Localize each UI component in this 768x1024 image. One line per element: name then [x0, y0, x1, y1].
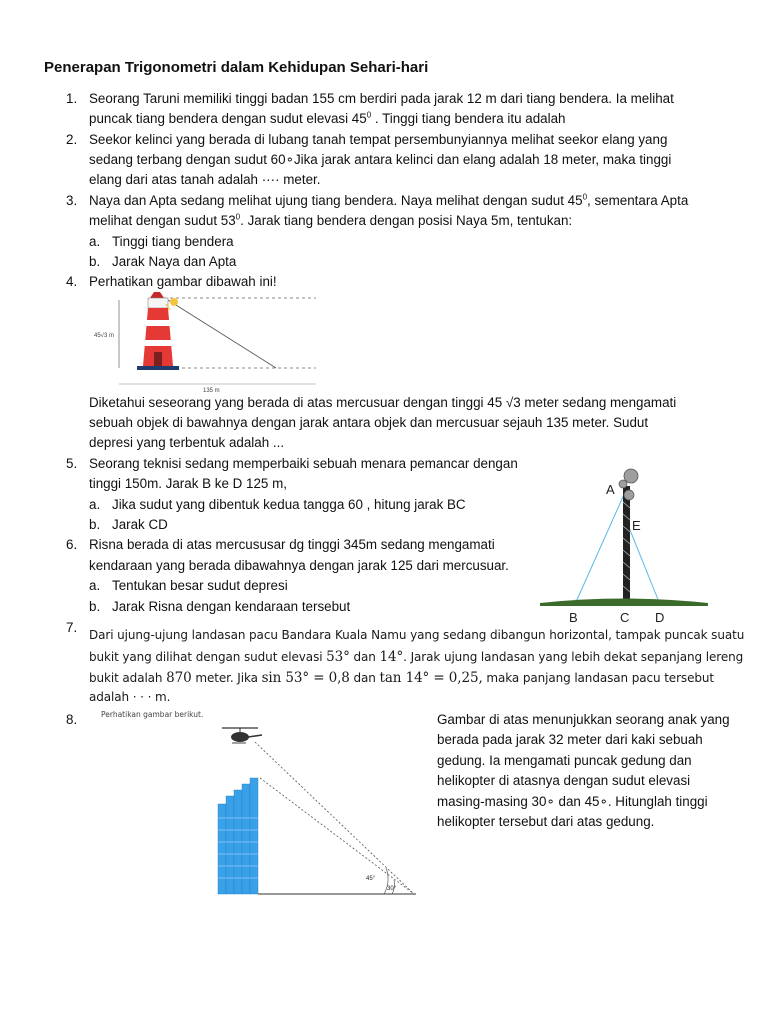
tower-label-d: D: [655, 610, 665, 625]
q5-b-text: Jarak CD: [112, 517, 168, 532]
q6-line2: kendaraan yang berada dibawahnya dengan jarak 125 dari mercusuar.: [89, 558, 509, 573]
q8-angle-30: 30°: [387, 886, 397, 892]
lighthouse-figure: [90, 290, 320, 395]
tower-label-b: B: [569, 610, 578, 625]
q8-number: 8.: [66, 712, 78, 727]
q3-b-label: b.: [89, 254, 101, 269]
q6-b-text: Jarak Risna dengan kendaraan tersebut: [112, 599, 351, 614]
q8-caption: Perhatikan gambar berikut.: [101, 710, 204, 719]
q4-line1: Perhatikan gambar dibawah ini!: [89, 274, 277, 289]
q8-text1: Gambar di atas menunjukkan seorang anak yang: [437, 712, 730, 727]
q7-number: 7.: [66, 620, 78, 635]
q5-a-label: a.: [89, 497, 101, 512]
q7-line2: bukit yang dilihat dengan sudut elevasi 53° dan 14°. Jarak ujung landasan yang lebih dekat sepanjang lereng: [89, 649, 744, 665]
q7-line4: adalah · · · m.: [89, 690, 171, 704]
tower-label-c: C: [620, 610, 630, 625]
q6-a-label: a.: [89, 578, 101, 593]
q5-a-text: Jika sudut yang dibentuk kedua tangga 60 , hitung jarak BC: [112, 497, 466, 512]
q5-line2: tinggi 150m. Jarak B ke D 125 m,: [89, 476, 287, 491]
q2-line3: elang dari atas tanah adalah ···· meter.: [89, 172, 321, 187]
q4-desc2: sebuah objek di bawahnya dengan jarak antara objek dan mercusuar sejauh 135 meter. Sudut: [89, 415, 649, 430]
q4-number: 4.: [66, 274, 78, 289]
tower-label-e: E: [632, 518, 641, 533]
q8-text5: masing-masing 30∘ dan 45∘. Hitunglah tinggi: [437, 794, 708, 809]
q5-number: 5.: [66, 456, 78, 471]
q1-line1: Seorang Taruni memiliki tinggi badan 155 cm berdiri pada jarak 12 m dari tiang bendera. Ia melihat: [89, 91, 674, 106]
q3-b-text: Jarak Naya dan Apta: [112, 254, 237, 269]
q3-a-label: a.: [89, 234, 101, 249]
q6-a-text: Tentukan besar sudut depresi: [112, 578, 288, 593]
q3-line1: Naya dan Apta sedang melihat ujung tiang bendera. Naya melihat dengan sudut $45^0$, sementara Apta: [89, 192, 689, 208]
q7-line3: bukit adalah 870 meter. Jika sin 53° = 0,8 dan tan 14° = 0,25, maka panjang landasan pacu tersebut: [89, 670, 714, 686]
tower-figure: [536, 462, 712, 626]
q3-number: 3.: [66, 193, 78, 208]
q7-line1: Dari ujung-ujung landasan pacu Bandara Kuala Namu yang sedang dibangun horizontal, tampak puncak suatu: [89, 628, 745, 642]
q8-text4: helikopter di atasnya dengan sudut elevasi: [437, 773, 691, 788]
helicopter-figure: [210, 718, 420, 898]
q8-angle-45: 45°: [366, 876, 376, 882]
q6-line1: Risna berada di atas mercususar dg tinggi 345m sedang mengamati: [89, 537, 495, 552]
q8-text2: berada pada jarak 32 meter dari kaki sebuah: [437, 732, 703, 747]
q3-a-text: Tinggi tiang bendera: [112, 234, 234, 249]
q8-text3: gedung. Ia mengamati puncak gedung dan: [437, 753, 692, 768]
tower-label-a: A: [606, 482, 615, 497]
q4-desc3: depresi yang terbentuk adalah ...: [89, 435, 285, 450]
q2-number: 2.: [66, 132, 78, 147]
q3-line2: melihat dengan sudut $53^0$. Jarak tiang bendera dengan posisi Naya 5m, tentukan:: [89, 212, 573, 228]
q4-distance-label: 135 m: [203, 388, 220, 394]
q6-number: 6.: [66, 537, 78, 552]
q5-line1: Seorang teknisi sedang memperbaiki sebuah menara pemancar dengan: [89, 456, 518, 471]
q4-desc1: Diketahui seseorang yang berada di atas mercusuar dengan tinggi 45 √3 meter sedang mengamati: [89, 395, 677, 410]
q5-b-label: b.: [89, 517, 101, 532]
q6-b-label: b.: [89, 599, 101, 614]
page-title: Penerapan Trigonometri dalam Kehidupan Sehari-hari: [44, 59, 429, 76]
q2-line1: Seekor kelinci yang berada di lubang tanah tempat persembunyiannya melihat seekor elang yang: [89, 132, 668, 147]
q1-line2: puncak tiang bendera dengan sudut elevasi $45^0$ . Tinggi tiang bendera itu adalah: [89, 110, 566, 126]
q1-number: 1.: [66, 91, 78, 106]
q2-line2: sedang terbang dengan sudut 60∘Jika jarak antara kelinci dan elang adalah 18 meter, maka tinggi: [89, 152, 672, 167]
q4-height-label: 45√3 m: [94, 333, 114, 339]
q8-text6: helikopter tersebut dari atas gedung.: [437, 814, 655, 829]
